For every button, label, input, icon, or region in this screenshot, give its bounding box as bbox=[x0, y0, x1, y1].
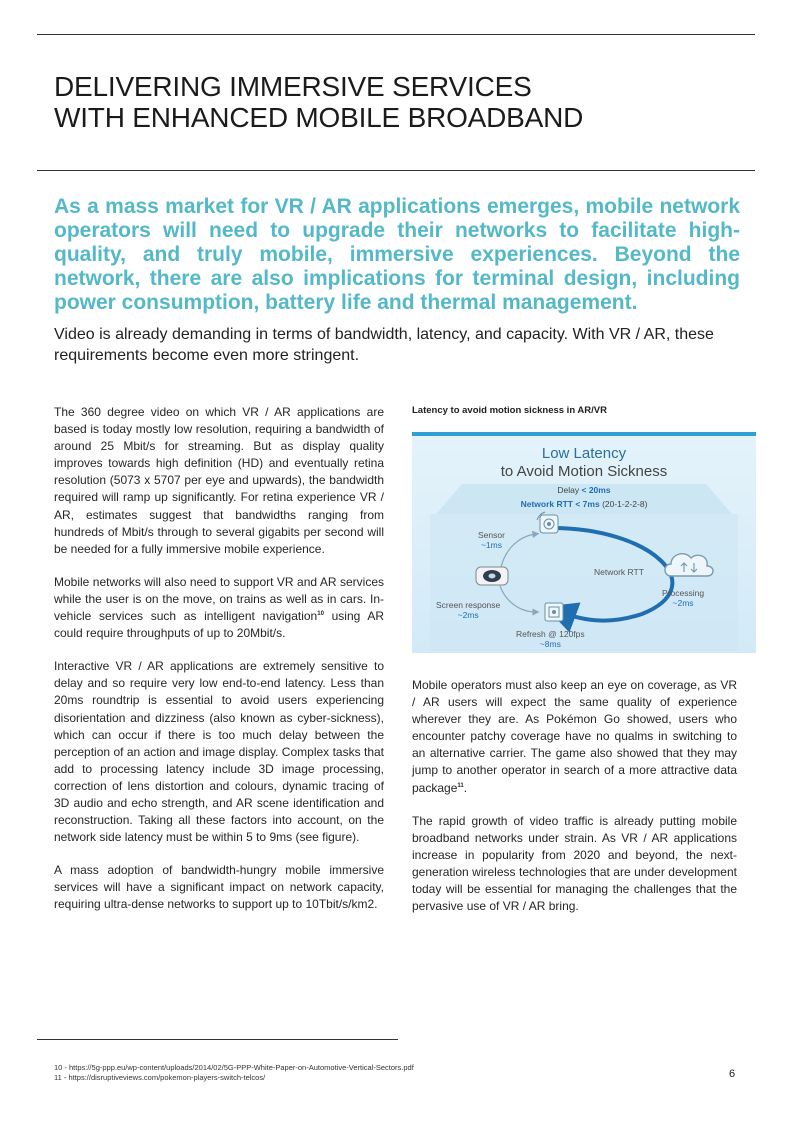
left-paragraph-4: A mass adoption of bandwidth-hungry mobile immersive services will have a significant impact on network capacity, requiring ultra-dense networks to support up to 10Tbit/s/km2. bbox=[54, 863, 384, 912]
page-title bbox=[54, 71, 754, 133]
delay-label-text: Delay bbox=[557, 485, 582, 495]
title-line-2: WITH ENHANCED MOBILE BROADBAND bbox=[54, 102, 584, 133]
footnote-rule bbox=[37, 1039, 398, 1040]
refresh-value: ~8ms bbox=[539, 639, 561, 649]
footnotes bbox=[54, 1063, 654, 1083]
figure-title-line-2: to Avoid Motion Sickness bbox=[500, 463, 668, 480]
left-paragraph-2-text: Mobile networks will also need to support VR and AR services while the user is on the move, on trains as well as in cars. In-vehicle services such as intelligent navigation bbox=[54, 574, 384, 624]
figure-title-line-1: Low Latency bbox=[541, 445, 627, 462]
screen-value: ~2ms bbox=[457, 610, 479, 620]
latency-figure bbox=[412, 432, 756, 653]
sensor-label-text: Sensor bbox=[478, 530, 505, 540]
delay-value: < 20ms bbox=[581, 485, 611, 495]
vr-headset-icon bbox=[476, 567, 508, 585]
screen-label-text: Screen response bbox=[436, 600, 501, 610]
processing-value: ~2ms bbox=[672, 598, 694, 608]
right-paragraph-2: The rapid growth of video traffic is already putting mobile broadband networks under strain. As VR / AR applications increase in popularity from 2020 and beyond, the next-generation wireless technologies that are under development today will be essential for managing the challenges that the pervasive use of VR / AR bring. bbox=[412, 813, 737, 914]
right-paragraph-1 bbox=[412, 677, 737, 797]
footnote-10[interactable]: 10 - https://5g-ppp.eu/wp-content/uploads/2014/02/5G-PPP-White-Paper-on-Automotive-Vertical-Sectors.pdf bbox=[54, 1063, 414, 1072]
top-rule bbox=[37, 34, 755, 35]
right-paragraph-1-text: Mobile operators must also keep an eye on coverage, as VR / AR users will expect the same quality of experience wherever they are. As Pokémon Go showed, users who encounter patchy coverage have no qualms in switching to an alternative carrier. The game also showed that they may jump to another operator in search of a more attractive data package bbox=[412, 678, 737, 795]
processing-label bbox=[662, 588, 704, 608]
sensor-label bbox=[478, 530, 505, 550]
network-rtt-label: Network RTT bbox=[594, 567, 644, 577]
screen-response-label bbox=[436, 600, 500, 620]
refresh-label-text: Refresh @ 120fps bbox=[516, 629, 585, 639]
left-paragraph-2 bbox=[54, 574, 384, 642]
rtt-label-text: Network RTT < 7ms bbox=[520, 499, 600, 509]
processing-label-text: Processing bbox=[662, 588, 705, 598]
lede-paragraph: As a mass market for VR / AR applications emerges, mobile network operators will need to upgrade their networks to facilitate high-quality, and truly mobile, immersive experiences. Beyond the network, there are also implications for terminal design, including power consumption, battery life and thermal management. bbox=[54, 195, 740, 314]
rtt-label bbox=[412, 499, 756, 509]
title-rule bbox=[37, 170, 755, 171]
sensor-icon bbox=[537, 512, 558, 533]
display-icon bbox=[545, 603, 563, 621]
left-paragraph-1: The 360 degree video on which VR / AR applications are based is today mostly low resolution, requiring a bandwidth of around 25 Mbit/s for streaming. But as display quality improves towards high definition (HD) and eventually retina resolution (5073 x 5707 per eye and upwards), the bandwidth required will ramp up significantly. For retina experience VR / AR, estimates suggest that bandwidths ranging from hundreds of Mbit/s through to several gigabits per second will be needed for a fully immersive mobile experience. bbox=[54, 405, 384, 556]
footnote-11[interactable]: 11 - https://disruptiveviews.com/pokemon-players-switch-telcos/ bbox=[54, 1073, 266, 1082]
footnote-ref-11: 11 bbox=[457, 782, 464, 789]
left-paragraph-3: Interactive VR / AR applications are extremely sensitive to delay and so require very low end-to-end latency. Less than 20ms roundtrip is essential to avoid users experiencing disorientation and dizziness (also known as cyber-sickness), which can occur if there is too much delay between the perception of an action and image display. Complex tasks that add to processing latency include 3D image processing, correction of lens distortion and colours, dynamic tracing of 3D audio and echo strength, and AR scene identification and reconstruction. Taking all these factors into account, on the network side latency must be within 5 to 9ms (see figure). bbox=[54, 659, 384, 845]
footnote-ref-10: 10 bbox=[317, 611, 324, 618]
right-column bbox=[412, 677, 737, 931]
delay-label bbox=[412, 485, 756, 495]
page-number: 6 bbox=[729, 1068, 736, 1080]
title-line-1: DELIVERING IMMERSIVE SERVICES bbox=[54, 71, 532, 102]
rtt-detail: (20-1-2-2-8) bbox=[599, 499, 648, 509]
figure-caption: Latency to avoid motion sickness in AR/VR bbox=[412, 405, 607, 416]
left-column bbox=[54, 404, 384, 930]
refresh-label bbox=[516, 629, 585, 649]
intro-paragraph: Video is already demanding in terms of bandwidth, latency, and capacity. With VR / AR, these requirements become even more stringent. bbox=[54, 326, 714, 364]
sensor-value: ~1ms bbox=[480, 540, 502, 550]
left-paragraph-2-tail: using AR could require throughputs of up to 20Mbit/s. bbox=[54, 609, 384, 641]
right-paragraph-1-tail: . bbox=[463, 780, 468, 795]
